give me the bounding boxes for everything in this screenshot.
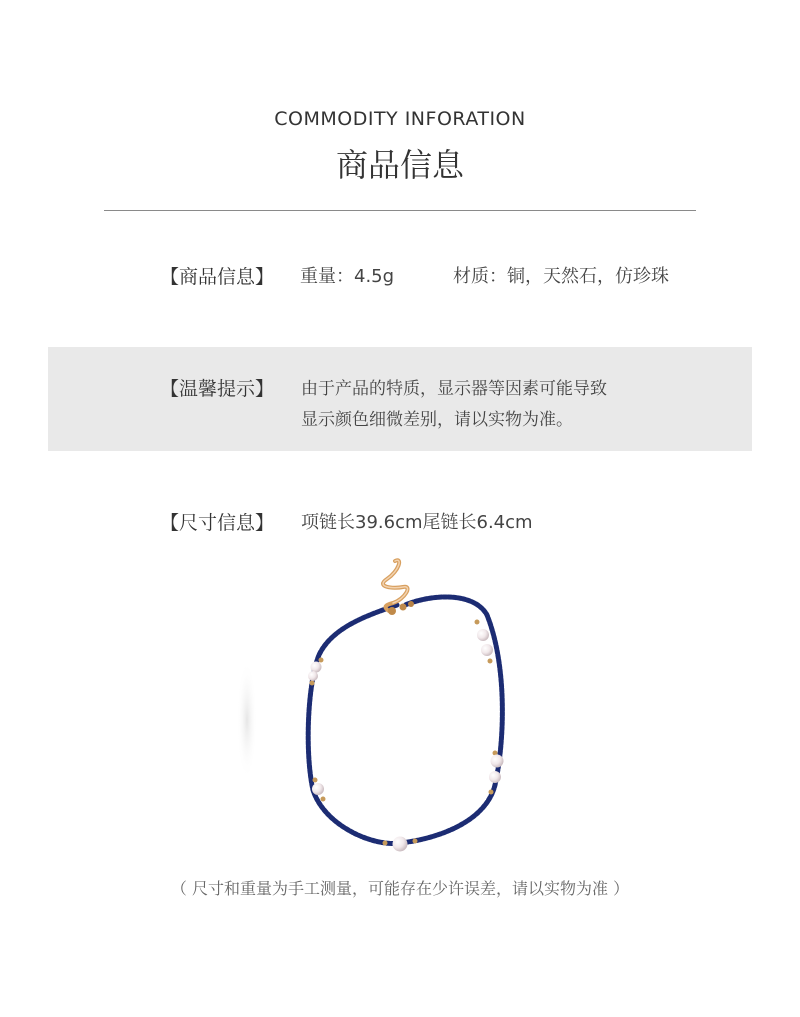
divider <box>104 210 696 211</box>
pearl <box>393 837 408 852</box>
material-value: 材质：铜，天然石，仿珍珠 <box>453 266 669 287</box>
title-cn: 商品信息 <box>335 146 464 184</box>
size-value: 项链长39.6cm尾链长6.4cm <box>301 512 533 533</box>
necklace-image <box>225 555 575 860</box>
pearl <box>312 783 324 795</box>
footnote: （ 尺寸和重量为手工测量，可能存在少许误差，请以实物为准 ） <box>170 879 630 898</box>
pearl <box>481 644 493 656</box>
pearl <box>477 629 489 641</box>
notice-line-2: 显示颜色细微差别，请以实物为准。 <box>301 410 573 430</box>
notice-label: 【温馨提示】 <box>160 378 275 400</box>
product-info-label: 【商品信息】 <box>160 266 275 288</box>
notice-line-1: 由于产品的特质，显示器等因素可能导致 <box>301 379 607 399</box>
pearl <box>491 755 504 768</box>
pearl <box>308 671 318 681</box>
bead-chain <box>308 597 502 844</box>
reflection-shadow <box>237 660 257 780</box>
pearl <box>311 662 322 673</box>
clasp-bead <box>388 607 396 615</box>
pearl <box>489 771 501 783</box>
notice-panel <box>48 347 752 451</box>
weight-value: 重量：4.5g <box>300 266 395 287</box>
size-info-label: 【尺寸信息】 <box>160 512 275 534</box>
title-en: COMMODITY INFORATION <box>274 108 526 130</box>
